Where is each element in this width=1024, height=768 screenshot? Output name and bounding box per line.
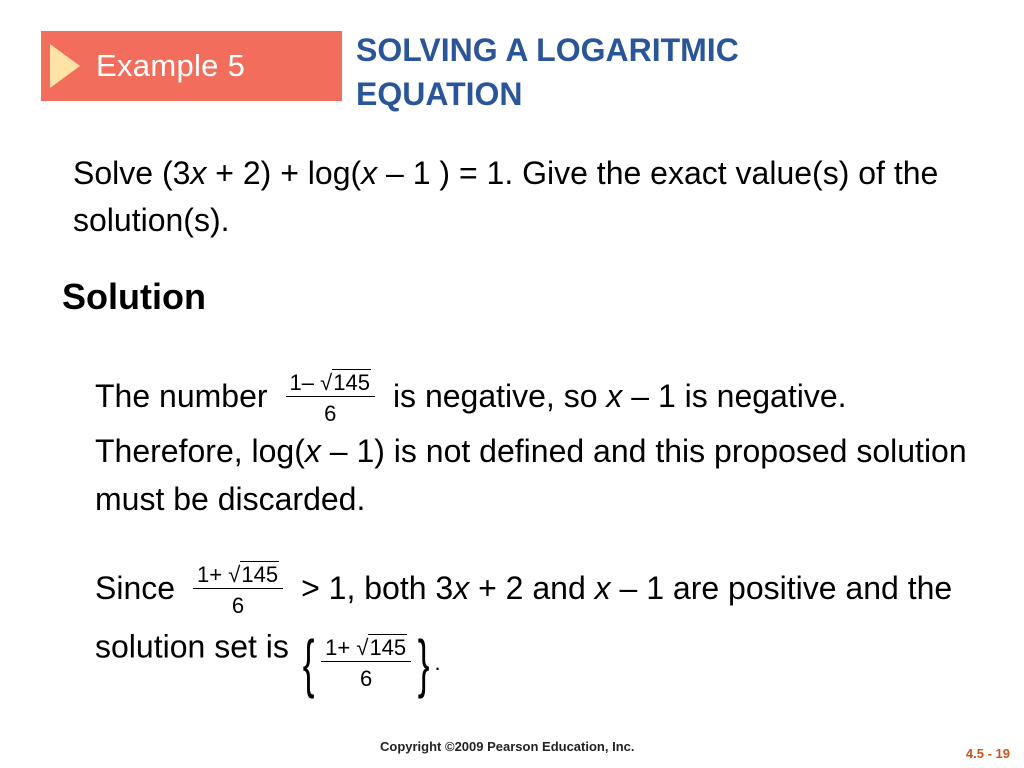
paragraph-discard [95,370,975,523]
fraction-numerator [286,370,375,396]
title-line-1: SOLVING A LOGARITMIC [356,32,739,68]
problem-statement [73,150,973,244]
fraction-denominator: 6 [231,593,245,618]
solution-heading: Solution [62,276,206,317]
sqrt-symbol: √ [320,370,333,395]
para-text: + 2 and [469,569,595,606]
radicand: 145 [333,370,370,395]
fraction-numerator [321,635,411,661]
paragraph-solution-set [95,562,975,699]
fraction-plus [193,562,283,619]
para-text: – 1 is negative. Therefore, log( [95,377,847,469]
play-arrow-icon [50,44,80,88]
para-text: is negative, so [392,377,607,414]
para-text: Since [95,569,176,606]
numerator-prefix: 1+ [197,562,223,587]
variable-x: x [361,155,378,191]
set-fraction [321,635,411,692]
para-text: – 1 are positive and the solution set is [95,569,953,665]
sqrt-symbol: √ [228,562,241,587]
copyright-footer: Copyright ©2009 Pearson Education, Inc. [380,739,635,754]
problem-text: + 2) + log( [206,155,362,191]
fraction-minus [286,370,375,427]
title-line-2: EQUATION [356,76,523,112]
page-number: 4.5 - 19 [965,746,1010,761]
fraction-numerator [193,562,283,588]
problem-text: – 1 ) = 1. Give the exact value(s) of the solution(s). [73,155,939,238]
fraction-denominator: 6 [360,665,373,691]
left-brace: { [302,627,315,699]
problem-text: Solve (3 [73,155,191,191]
period: . [434,650,441,675]
numerator-prefix: 1– [289,370,315,395]
variable-x: x [594,569,611,606]
variable-x: x [606,377,623,414]
radicand: 145 [369,634,407,660]
para-text: – 1) is not defined and this proposed solution must be discarded. [95,433,967,517]
para-text: The number [95,377,268,414]
sqrt-symbol: √ [356,634,369,660]
right-brace: } [417,627,430,699]
variable-x: x [190,155,207,191]
numerator-prefix: 1+ [325,634,351,660]
para-text: > 1, both 3 [301,569,454,606]
variable-x: x [453,569,470,606]
example-label: Example 5 [96,48,246,83]
solution-set [298,627,441,699]
radicand: 145 [241,562,279,587]
fraction-denominator: 6 [324,401,337,426]
variable-x: x [304,433,321,469]
slide-title [356,28,876,116]
example-tag [41,31,342,101]
